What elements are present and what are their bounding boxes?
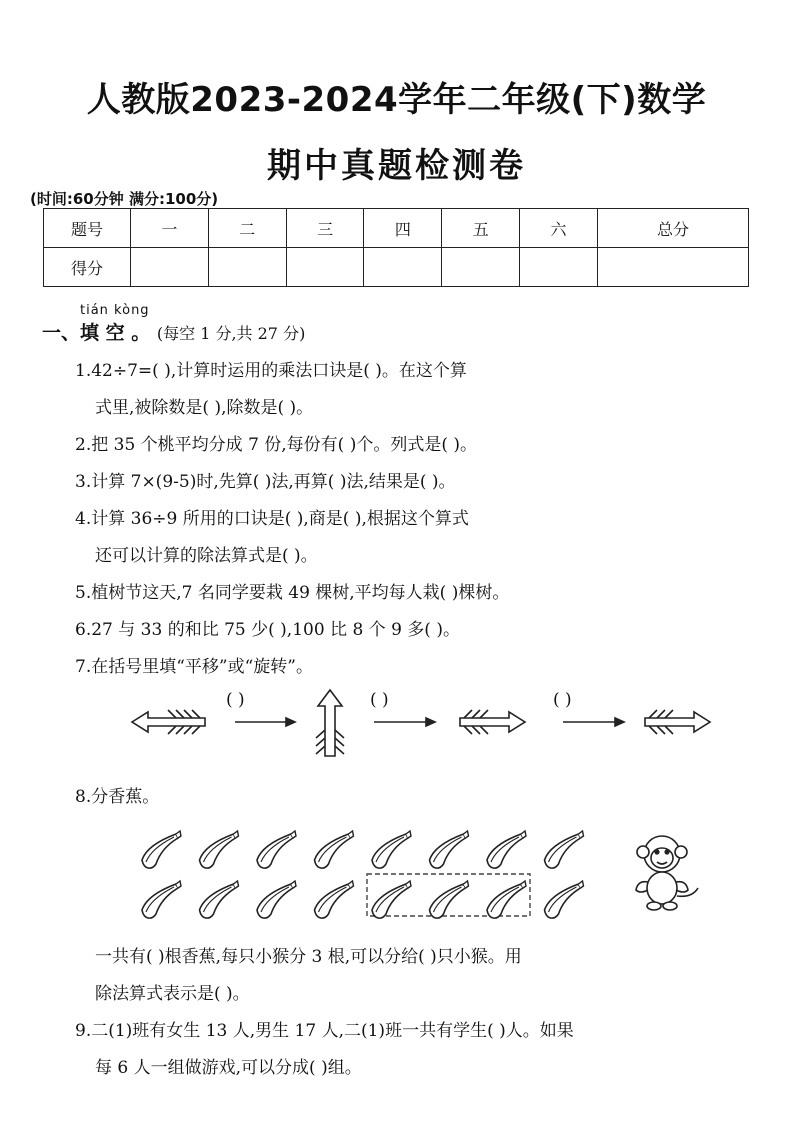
banana-icon [315, 831, 354, 868]
question-2: 2.把 35 个桃平均分成 7 份,每份有( )个。列式是( )。 [75, 435, 478, 455]
score-input-cell[interactable] [364, 248, 442, 287]
question-9-line-2: 每 6 人一组做游戏,可以分成( )组。 [95, 1058, 362, 1078]
banana-icon [257, 881, 296, 918]
banana-icon [487, 831, 526, 868]
question-8-line-2: 除法算式表示是( )。 [95, 984, 250, 1004]
score-table-header-cell: 四 [364, 209, 442, 248]
banana-icon [315, 881, 354, 918]
question-5: 5.植树节这天,7 名同学要栽 49 棵树,平均每人栽( )棵树。 [75, 583, 510, 603]
motion-arrow-icon [235, 718, 295, 726]
banana-icon [372, 831, 411, 868]
q7-figures [0, 688, 793, 768]
question-8-line-1: 一共有( )根香蕉,每只小猴分 3 根,可以分给( )只小猴。用 [95, 947, 522, 967]
right-arrow-icon [645, 710, 710, 734]
left-arrow-icon [132, 710, 205, 734]
q7-blank-2[interactable]: ( ) [370, 690, 389, 710]
score-label-cell: 得分 [44, 248, 131, 287]
banana-icon [545, 881, 584, 918]
question-1-line-2: 式里,被除数是( ),除数是( )。 [95, 398, 314, 418]
banana-icon [545, 831, 584, 868]
section-pinyin: tián kòng [80, 303, 150, 318]
banana-icon [142, 881, 181, 918]
banana-icon [372, 881, 411, 918]
question-4-line-1: 4.计算 36÷9 所用的口诀是( ),商是( ),根据这个算式 [75, 509, 469, 529]
question-6: 6.27 与 33 的和比 75 少( ),100 比 8 个 9 多( )。 [75, 620, 460, 640]
banana-group [142, 831, 584, 918]
q7-blank-1[interactable]: ( ) [226, 690, 245, 710]
score-input-cell[interactable] [131, 248, 209, 287]
right-arrow-icon [460, 710, 525, 734]
score-table-header-row [44, 209, 749, 248]
score-table-header-cell: 总分 [597, 209, 748, 248]
q7-blank-3[interactable]: ( ) [553, 690, 572, 710]
time-info: (时间:60分钟 满分:100分) [30, 190, 219, 208]
banana-icon [142, 831, 181, 868]
page-title: 人教版2023-2024学年二年级(下)数学 [86, 80, 707, 120]
question-7: 7.在括号里填“平移”或“旋转”。 [75, 657, 313, 677]
banana-icon [200, 831, 239, 868]
question-8: 8.分香蕉。 [75, 787, 160, 807]
up-arrow-icon [316, 690, 344, 756]
score-table-header-cell: 一 [131, 209, 209, 248]
section-note: (每空 1 分,共 27 分) [156, 324, 306, 343]
banana-icon [487, 881, 526, 918]
score-input-cell[interactable] [286, 248, 364, 287]
motion-arrow-icon [563, 718, 624, 726]
section-heading [42, 318, 305, 345]
section-title: 一、填 空 。 [42, 322, 151, 344]
question-3: 3.计算 7×(9-5)时,先算( )法,再算( )法,结果是( )。 [75, 472, 456, 492]
question-1-line-1: 1.42÷7=( ),计算时运用的乘法口诀是( )。在这个算 [75, 361, 467, 381]
score-table-header-cell: 三 [286, 209, 364, 248]
banana-icon [430, 881, 469, 918]
score-table-header-cell: 五 [442, 209, 520, 248]
banana-icon [200, 881, 239, 918]
score-table [43, 208, 749, 287]
banana-icon [257, 831, 296, 868]
page-subtitle: 期中真题检测卷 [267, 146, 526, 186]
score-input-cell[interactable] [520, 248, 598, 287]
monkey-icon [636, 836, 698, 910]
score-input-cell[interactable] [208, 248, 286, 287]
banana-figure [0, 818, 793, 928]
motion-arrow-icon [374, 718, 435, 726]
score-input-cell[interactable] [597, 248, 748, 287]
score-table-header-cell: 二 [208, 209, 286, 248]
score-table-header-cell: 题号 [44, 209, 131, 248]
score-table-header-cell: 六 [520, 209, 598, 248]
score-table-score-row [44, 248, 749, 287]
question-4-line-2: 还可以计算的除法算式是( )。 [95, 546, 318, 566]
score-input-cell[interactable] [442, 248, 520, 287]
banana-icon [430, 831, 469, 868]
question-9-line-1: 9.二(1)班有女生 13 人,男生 17 人,二(1)班一共有学生( )人。如果 [75, 1021, 574, 1041]
